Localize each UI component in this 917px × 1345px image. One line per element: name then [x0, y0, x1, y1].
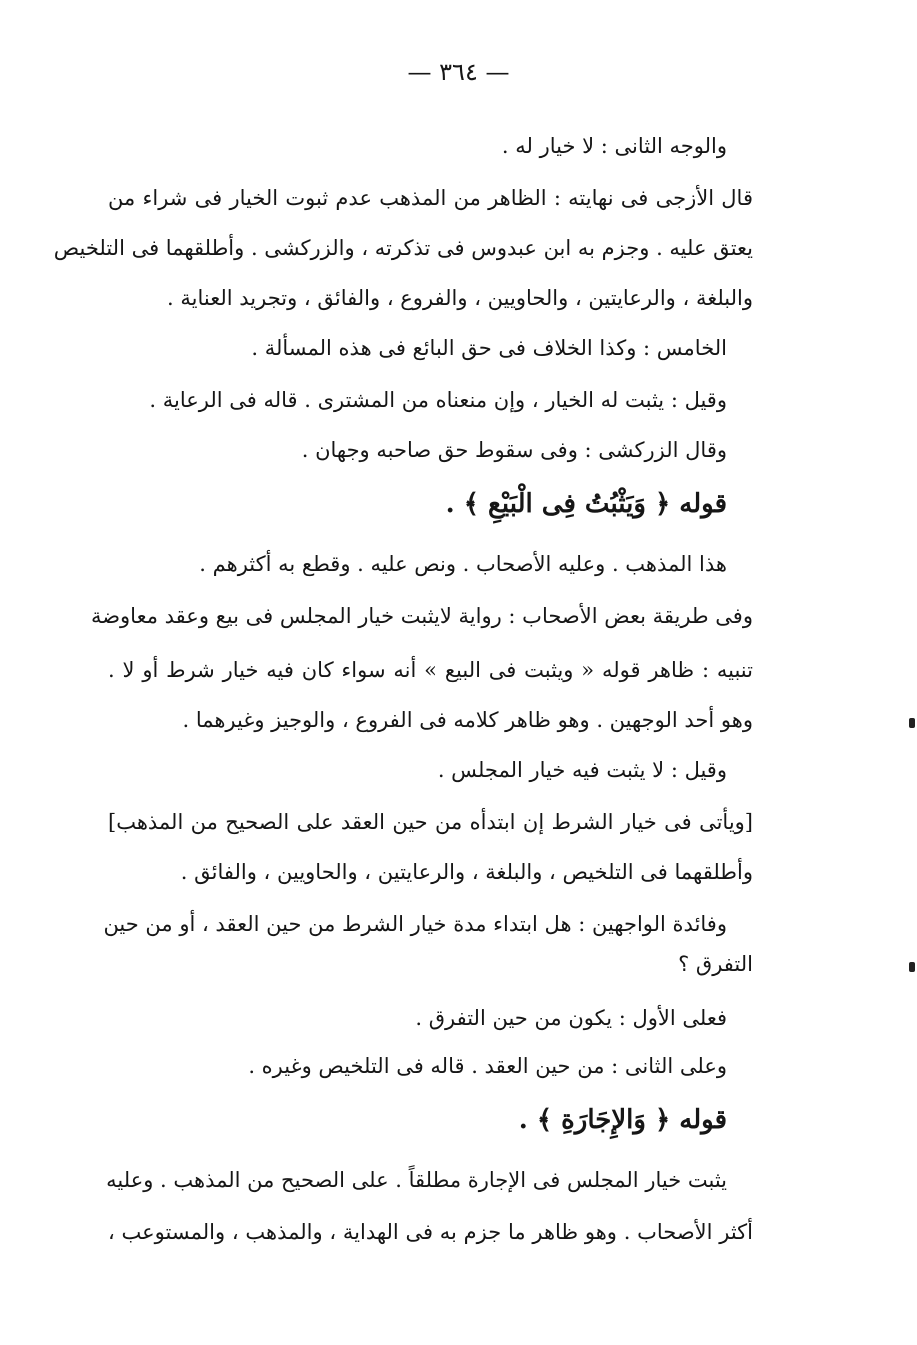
scan-margin-mark: [909, 962, 915, 972]
text-line: وفائدة الواجهين : هل ابتداء مدة خيار الشرط من حين العقد ، أو من حين: [103, 912, 727, 936]
text-line: وقال الزركشى : وفى سقوط حق صاحبه وجهان .: [301, 438, 727, 462]
text-line: وأطلقهما فى التلخيص ، والبلغة ، والرعايتين ، والحاويين ، والفائق .: [180, 860, 753, 884]
text-line: والبلغة ، والرعايتين ، والحاويين ، والفروع ، والفائق ، وتجريد العناية .: [167, 286, 753, 310]
text-line: أكثر الأصحاب . وهو ظاهر ما جزم به فى الهداية ، والمذهب ، والمستوعب ،: [108, 1220, 753, 1244]
text-line: والوجه الثانى : لا خيار له .: [501, 134, 727, 158]
text-line: يثبت خيار المجلس فى الإجارة مطلقاً . على الصحيح من المذهب . وعليه: [106, 1168, 727, 1192]
text-line: وفى طريقة بعض الأصحاب : رواية لايثبت خيار المجلس فى بيع وعقد معاوضة: [90, 604, 753, 628]
page-number: — ٣٦٤ —: [407, 58, 510, 86]
text-line: فعلى الأول : يكون من حين التفرق .: [415, 1006, 727, 1030]
section-fifth: الخامس : وكذا الخلاف فى حق البائع فى هذه المسألة .: [251, 336, 727, 360]
text-line: هذا المذهب . وعليه الأصحاب . ونص عليه . وقطع به أكثرهم .: [199, 552, 727, 576]
text-line: التفرق ؟: [678, 952, 753, 976]
bracket-note: [ويأتى فى خيار الشرط إن ابتدأه من حين العقد على الصحيح من المذهب]: [108, 810, 753, 834]
text-line: وهو أحد الوجهين . وهو ظاهر كلامه فى الفروع ، والوجيز وغيرهما .: [182, 708, 753, 732]
text-line: قال الأزجى فى نهايته : الظاهر من المذهب عدم ثبوت الخيار فى شراء من: [108, 186, 753, 210]
text-line: وعلى الثانى : من حين العقد . قاله فى التلخيص وغيره .: [248, 1054, 727, 1078]
text-line: وقيل : لا يثبت فيه خيار المجلس .: [437, 758, 727, 782]
text-line: وقيل : يثبت له الخيار ، وإن منعناه من المشترى . قاله فى الرعاية .: [149, 388, 727, 412]
text-line: يعتق عليه . وجزم به ابن عبدوس فى تذكرته ، والزركشى . وأطلقهما فى التلخيص: [53, 236, 753, 260]
heading-ijara: قوله ﴿ وَالإِجَارَةِ ﴾ .: [518, 1105, 727, 1135]
heading-bay: قوله ﴿ وَيَثْبُتُ فِى الْبَيْعِ ﴾ .: [445, 489, 727, 519]
tanbih-line: تنبيه : ظاهر قوله « ويثبت فى البيع » أنه سواء كان فيه خيار شرط أو لا .: [108, 658, 753, 682]
scan-margin-mark: [909, 718, 915, 728]
